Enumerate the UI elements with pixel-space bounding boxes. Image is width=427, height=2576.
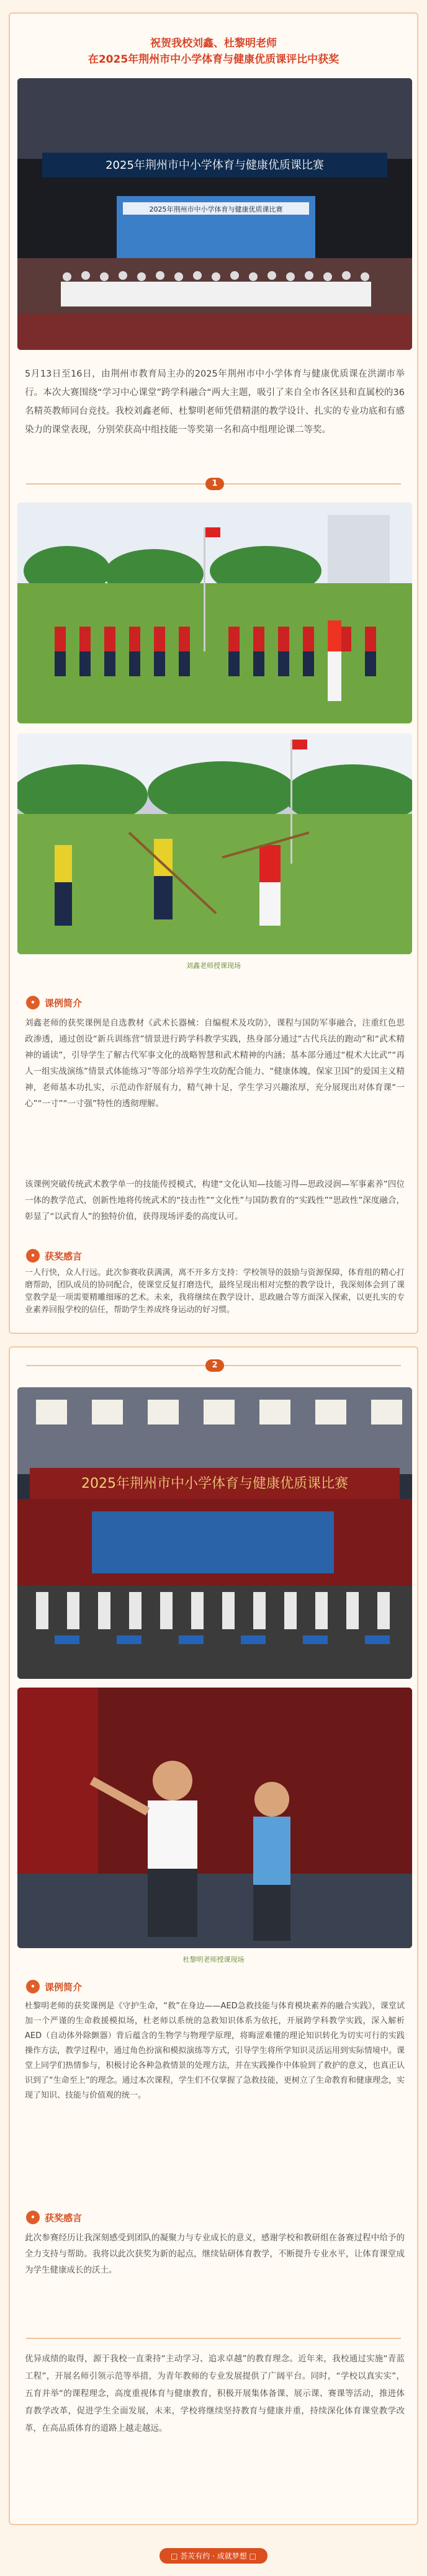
section-a-label: 课例简介	[45, 997, 83, 1009]
teacher-photo-drawing	[17, 1688, 412, 1948]
section-c-dot: •	[26, 1980, 40, 1993]
photo-caption-2: 杜黎明老师授课现场	[182, 1956, 245, 1964]
hall-banner-text: 2025年荆州市中小学体育与健康优质课比赛	[81, 1476, 348, 1491]
section-d-dot: •	[26, 2211, 40, 2224]
article-card-2	[9, 1346, 418, 2525]
stage-text: 2025年荆州市中小学体育与健康优质课比赛	[149, 205, 283, 213]
section-d-text: 此次参赛经历让我深刻感受到团队的凝聚力与专业成长的意义，感谢学校和教研组在备赛过程中给予的全力支持与帮助。我将以此次获奖为新的起点，继续钻研体育教学，不断提升专业水平，让体育课堂成为学生健康成长的沃土。	[25, 2233, 405, 2275]
section-b-text: 一人行快，众人行远。此次参赛收获满满，离不开多方支持：学校领导的鼓励与资源保障，体育组的精心打磨帮助，团队成员的协同配合，使课堂反复打磨迭代，最终呈现出相对完整的教学设计，我深刻体会到了课堂教学是一项需要精雕细琢的艺术。未来，我将继续在教学设计、思政融合等方面深入探索，以更扎实的专业素养回报学校的信任，帮助学生养成终身运动的好习惯。	[25, 1268, 405, 1315]
section-a-dot: •	[26, 996, 40, 1009]
banner-text: 2025年荆州市中小学体育与健康优质课比赛	[106, 159, 324, 172]
group-photo	[17, 78, 412, 350]
closing-paragraph: 优异成绩的取得，源于我校一直秉持“主动学习、追求卓越”的教育理念。近年来，我校通过实施“青蓝工程”，开展名师引领示范等举措，为青年教师的专业发展提供了广阔平台。同时，“学校以真实实”，五育并举“的课程理念，高度重视体育与健康教育，积极开展集体备课、展示课、赛课等活动，推进体育教学改革，促进学生全面发展，未来，学校将继续坚持教育与健康并重，持续深化体育课堂教学改革，在高品质体育的道路上越走越远。	[25, 2354, 405, 2433]
section-a-text2: 该课例突破传统武术教学单一的技能传授模式，构建“文化认知—技能习得—思政浸润—军事素养”四位一体的教学范式，创新性地将传统武术的“技击性”“文化性”与国防教育的“实践性”“思政性”深度融合，彰显了“以武育人”的独特价值，获得现场评委的高度认可。	[25, 1179, 405, 1222]
section-a-text: 刘鑫老师的获奖课例是自选教材《武术长器械：自编棍术及攻防》，课程与国防军事融合，注重红色思政渗透，通过创设“新兵训练营”情景进行跨学科教学实践，热身部分通过“古代兵法的跑动”和“武术精神的诵读”，引导学生了解古代军事文化的战略智慧和武术精神的内涵；基本部分通过“棍术大比武”“再人一组实战演练”情景式体能练习”等部分培养学生攻防配合能力、“健康体魄，保家卫国”的爱国主义精神，老师基本功扎实，示范动作舒展有力，精气神十足，学生学习兴趣浓厚，充分展现出对体育课“一心”“一寸”“一寸强”特性的透彻理解。	[25, 1018, 405, 1109]
hall-photo	[17, 1387, 412, 1679]
field-photo-1-drawing	[17, 503, 412, 723]
photo-caption-1: 刘鑫老师授课现场	[186, 962, 241, 970]
footer-label: □ 荟苂有约 · 成就梦想 □	[160, 2548, 267, 2564]
section-b-header	[26, 1247, 82, 1264]
section-d-label: 获奖感言	[45, 2212, 83, 2224]
field-photo-2	[17, 733, 412, 954]
article-title-line2: 在2025年荆州市中小学体育与健康优质课评比中获奖	[88, 53, 339, 66]
section-c-label: 课例简介	[45, 1981, 83, 1993]
section-badge-2: 2	[205, 1359, 224, 1372]
section-b-dot: •	[26, 1249, 40, 1263]
intro-paragraph: 5月13日至16日，由荆州市教育局主办的2025年荆州市中小学体育与健康优质课在洪湖市举行。本次大赛围绕“学习中心课堂”跨学科融合“两大主题，吸引了来自全市各区县和直属校的36名精英教师同台竞技。我校刘鑫老师、杜黎明老师凭借精湛的教学设计、扎实的专业功底和有感染力的课堂表现，分别荣获高中组技能一等奖第一名和高中组理论课二等奖。	[25, 369, 405, 435]
section-badge-1: 1	[205, 478, 224, 490]
article-card-1	[9, 12, 418, 1334]
section-b-label: 获奖感言	[45, 1250, 83, 1262]
teacher-photo	[17, 1688, 412, 1948]
section-c-text: 杜黎明老师的获奖课例是《守护生命，“救”在身边——AED急救技能与体育模块素养的融合实践》，课堂试加一个严谨的生命救援模拟场，杜老师以系统的急救知识体系为依托，开展跨学科教学实践，深入解析 AED（自动体外除颤器）背后蕴含的生物学与物理学原理，将晦涩难懂的理论知识转化为切实可行的实践操作方法，教学过程中，通过角色扮演和模拟演练等方式，引导学生将所学知识灵活运用到实际情境中。课堂上同学们热情参与，积极讨论各种急救情景的处理方法，并在实践操作中体验到了救护的意义，也真正认识到了“生命至上”的理念。通过本次课程，学生们不仅掌握了急救技能，更树立了生命教育和健康理念，实现了知识、技能与价值观的统一。	[25, 2001, 405, 2100]
hall-photo-drawing	[17, 1387, 412, 1679]
group-photo-drawing	[17, 78, 412, 350]
section-c-header	[26, 1978, 82, 1995]
section-a-header	[26, 994, 82, 1011]
field-photo-1	[17, 503, 412, 723]
section-d-header	[26, 2209, 82, 2226]
article-title-line1: 祝贺我校刘鑫、杜黎明老师	[150, 37, 277, 50]
section-divider-line-3	[26, 2338, 401, 2339]
footer	[0, 2546, 427, 2565]
field-photo-2-drawing	[17, 733, 412, 954]
